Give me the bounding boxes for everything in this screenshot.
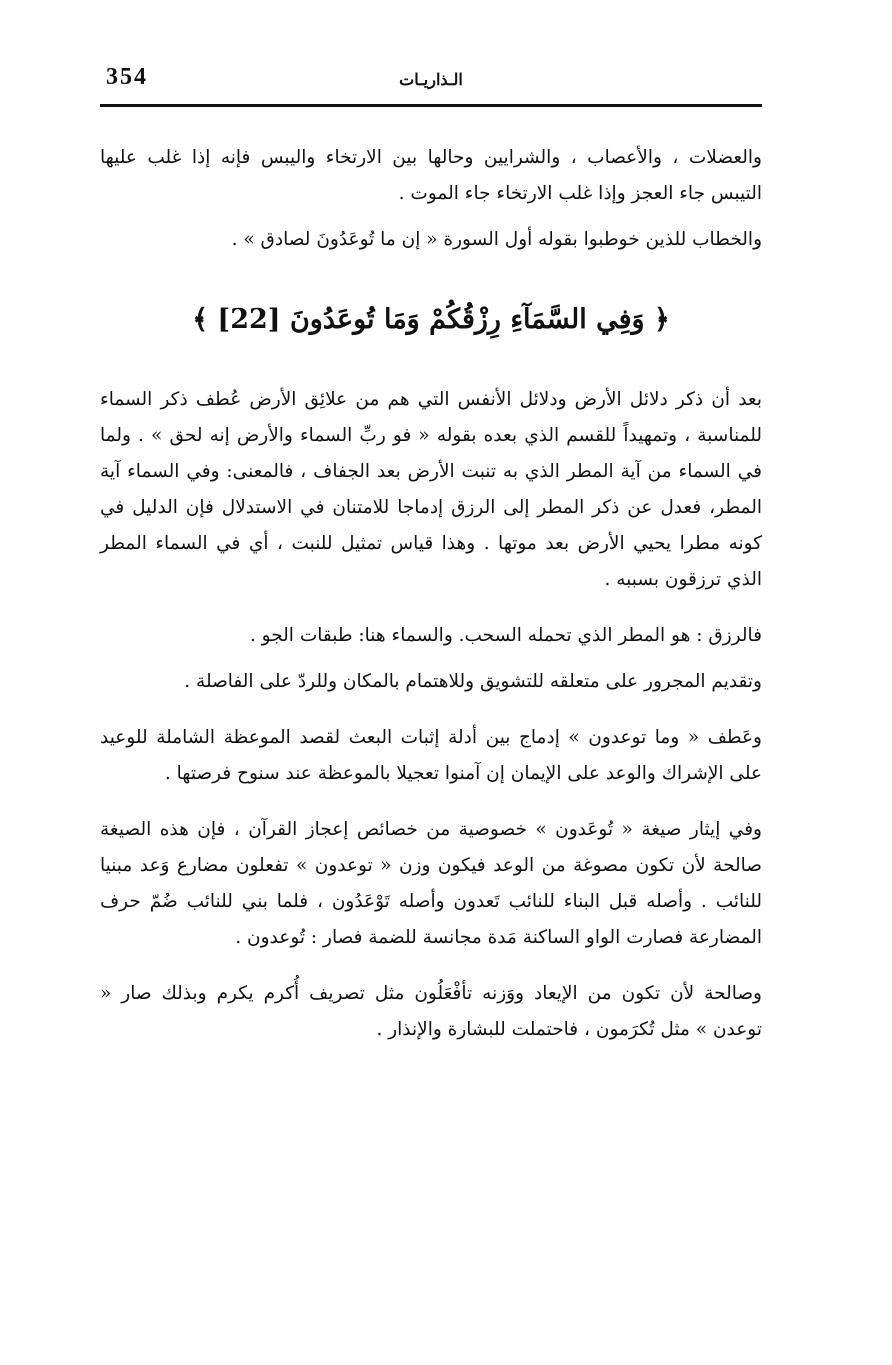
paragraph-1: والعضلات ، والأعصاب ، والشرايين وحالها بين الارتخاء واليبس فإنه إذا غلب عليها التيبس جاء العجز وإذا غلب الارتخاء جاء الموت . bbox=[100, 147, 762, 204]
paragraph-5: وتقديم المجرور على متعلقه للتشويق وللاهتمام بالمكان وللردّ على الفاصلة . bbox=[184, 671, 762, 692]
running-title: الـذاريـات bbox=[399, 70, 463, 89]
paragraph-4: فالرزق : هو المطر الذي تحمله السحب. والسماء هنا: طبقات الجو . bbox=[249, 625, 762, 646]
page-body bbox=[100, 140, 762, 1048]
page-header bbox=[100, 58, 762, 102]
paragraph-3: بعد أن ذكر دلائل الأرض ودلائل الأنفس التي هم من علائِق الأرض عُطف ذكر السماء للمناسبة ، وتمهيداً للقسم الذي بعده بقوله « فو ربِّ السماء والأرض إنه لحق » . ولما في السماء من آية المطر الذي به تنبت الأرض بعد الجفاف ، فالمعنى: وفي السماء آية المطر، فعدل عن ذكر المطر إلى الرزق إدماجا للامتنان في الاستدلال فإن الدليل في كونه مطرا يحيي الأرض بعد موتها . وهذا قياس تمثيل للنبت ، أي في السماء المطر الذي ترزقون بسببه . bbox=[100, 389, 762, 590]
paragraph-8: وصالحة لأن تكون من الإيعاد ووَزنه تأفْعَلُون مثل تصريف أُكرم يكرم وبذلك صار « توعدن » مثل تُكرَمون ، فاحتملت للبشارة والإنذار . bbox=[100, 983, 762, 1040]
header-rule bbox=[100, 104, 762, 107]
quran-verse: ﴿ وَفِي السَّمَآءِ رِزْقُكُمْ وَمَا تُوعَدُونَ [22] ﴾ bbox=[192, 304, 670, 335]
paragraph-7: وفي إيثار صيغة « تُوعَدون » خصوصية من خصائص إعجاز القرآن ، فإن هذه الصيغة صالحة لأن تكون مصوغة من الوعد فيكون وزن « توعدون » تفعلون مضارع وَعد مبنيا للنائب . وأصله قبل البناء للنائب تَعدون وأصله تَوْعَدُون ، فلما بني للنائب ضُمّ حرف المضارعة فصارت الواو الساكنة مَدة مجانسة للضمة فصار : تُوعدون . bbox=[100, 819, 762, 948]
page-number: 354 bbox=[106, 64, 148, 90]
paragraph-2: والخطاب للذين خوطبوا بقوله أول السورة « إن ما تُوعَدُونَ لصادق » . bbox=[231, 229, 762, 250]
paragraph-6: وعَطف « وما توعدون » إدماج بين أدلة إثبات البعث لقصد الموعظة الشاملة للوعيد على الإشراك والوعد على الإيمان إن آمنوا تعجيلا بالموعظة عند سنوح فرصتها . bbox=[100, 727, 762, 784]
